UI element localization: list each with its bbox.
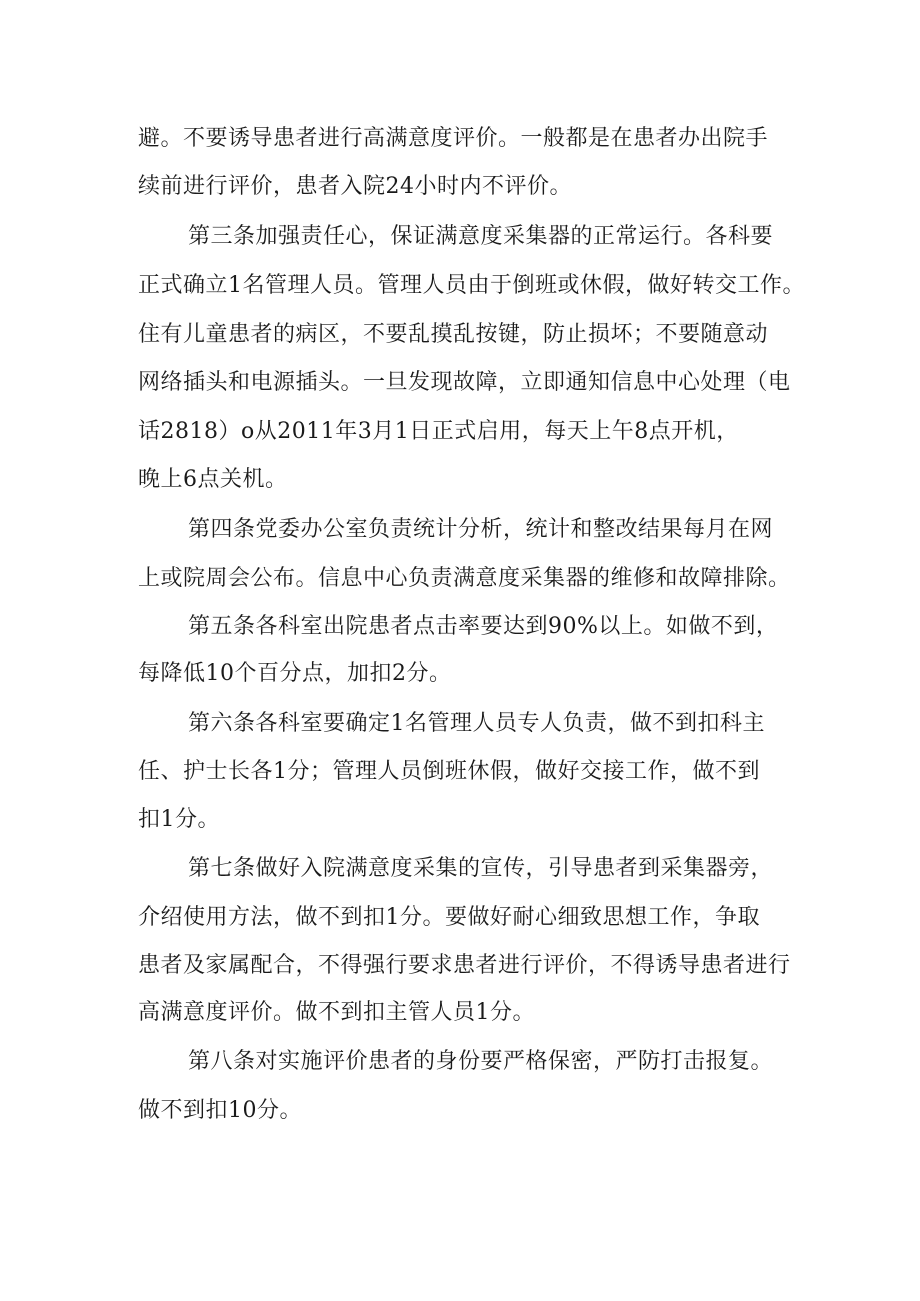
text-line: 网络插头和电源插头。一旦发现故障，立即通知信息中心处理（电: [138, 370, 791, 395]
text-line: 第三条加强责任心，保证满意度采集器的正常运行。各科要: [188, 224, 774, 249]
text-line: 话2818）o从2011年3月1日正式启用，每天上午8点开机，: [138, 419, 739, 444]
text-line: 上或院周会公布。信息中心负责满意度采集器的维修和故障排除。: [138, 566, 791, 591]
text-line: 患者及家属配合，不得强行要求患者进行评价，不得诱导患者进行: [138, 953, 791, 978]
text-line: 续前进行评价，患者入院24小时内不评价。: [138, 174, 572, 199]
text-line: 住有儿童患者的病区，不要乱摸乱按键，防止损坏；不要随意动: [138, 322, 769, 347]
text-line: 任、护士长各1分；管理人员倒班休假，做好交接工作，做不到: [138, 759, 760, 784]
text-line: 扣1分。: [138, 807, 220, 832]
text-line: 正式确立1名管理人员。管理人员由于倒班或休假，做好转交工作。: [138, 273, 805, 298]
text-line: 高满意度评价。做不到扣主管人员1分。: [138, 1000, 535, 1025]
text-line: 介绍使用方法，做不到扣1分。要做好耐心细致思想工作，争取: [138, 905, 760, 930]
text-line: 避。不要诱导患者进行高满意度评价。一般都是在患者办出院手: [138, 126, 769, 151]
text-line: 第八条对实施评价患者的身份要严格保密，严防打击报复。: [188, 1049, 774, 1074]
text-line: 第七条做好入院满意度采集的宣传，引导患者到采集器旁，: [188, 856, 774, 881]
text-line: 第五条各科室出院患者点击率要达到90%以上。如做不到，: [188, 614, 779, 639]
text-line: 每降低10个百分点，加扣2分。: [138, 661, 452, 686]
text-line: 第六条各科室要确定1名管理人员专人负责，做不到扣科主: [188, 711, 765, 736]
text-line: 晚上6点关机。: [138, 467, 288, 492]
text-line: 第四条党委办公室负责统计分析，统计和整改结果每月在网: [188, 517, 774, 542]
text-line: 做不到扣10分。: [138, 1098, 302, 1123]
